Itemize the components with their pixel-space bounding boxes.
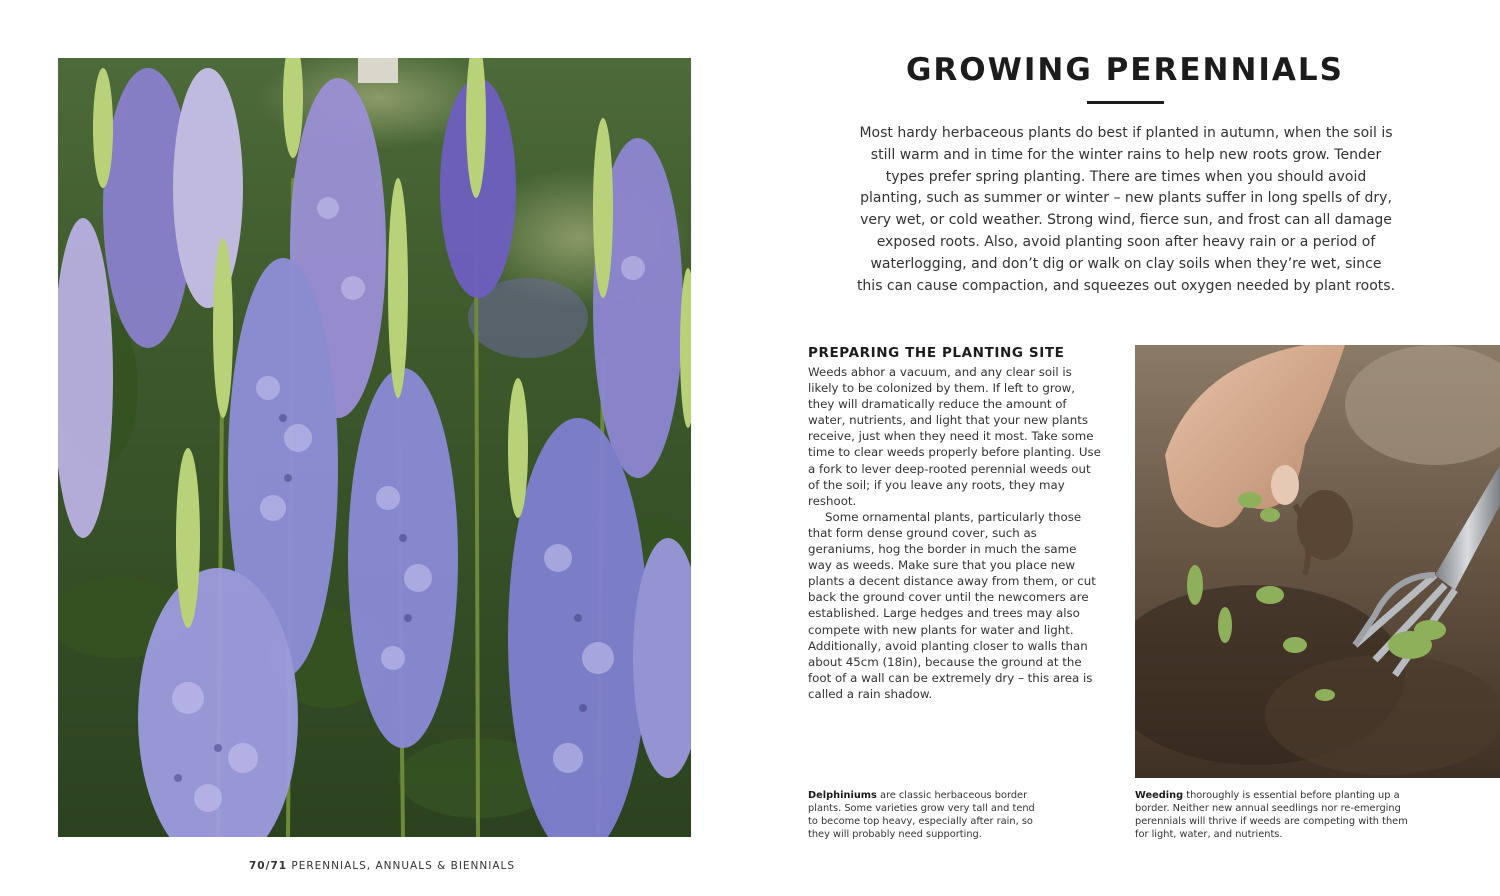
- weeding-image: [1135, 345, 1500, 778]
- delphinium-image: [58, 58, 691, 837]
- intro-paragraph: Most hardy herbaceous plants do best if planted in autumn, when the soil is still warm and in time for the winter rains to help new roots grow. Tender types prefer spring planting. There are times when you should avoid planting, such as summer or winter – new plants suffer in long spells of dry, very wet, or cold weather. Strong wind, fierce sun, and frost can all damage exposed roots. Also, avoid planting soon after heavy rain or a period of waterlogging, and don’t dig or walk on clay soils when they’re wet, since this can cause compaction, and squeezes out oxygen needed by plant roots.: [856, 125, 1396, 294]
- weeding-photo: [1135, 345, 1500, 778]
- body-paragraph: Some ornamental plants, particularly those that form dense ground cover, such as geraniums, hog the border in much the same way as weeds. Make sure that you place new plants a decent distance away from them, or cut back the ground cover until the newcomers are established. Large hedges and trees may also compete with new plants for water and light. Additionally, avoid planting closer to walls than about 45cm (18in), because the ground at the foot of a wall can be extremely dry – this area is called a rain shadow.: [808, 509, 1096, 701]
- body-paragraph: Weeds abhor a vacuum, and any clear soil is likely to be colonized by them. If left to grow, they will dramatically reduce the amount of water, nutrients, and light that your new plants receive, just when they need it most. Take some time to clear weeds properly before planting. Use a fork to lever deep-rooted perennial weeds out of the soil; if you leave any roots, they may reshoot.: [808, 365, 1101, 508]
- caption-text: are classic herbaceous border plants. Some varieties grow very tall and tend to become top heavy, especially after rain, so they will probably need supporting.: [808, 790, 1035, 840]
- section-heading: PREPARING THE PLANTING SITE: [808, 345, 1065, 361]
- caption-bold: Delphiniums: [808, 790, 877, 801]
- caption-text: thoroughly is essential before planting up a border. Neither new annual seedlings nor re-emerging perennials will thrive if weeds are competing with them for light, water, and nutrients.: [1135, 790, 1408, 840]
- section-body: [808, 364, 1103, 702]
- weeding-caption: [1135, 789, 1410, 841]
- page-footer: [249, 860, 515, 872]
- caption-bold: Weeding: [1135, 790, 1184, 801]
- page-title: GROWING PERENNIALS: [905, 52, 1345, 88]
- footer-section-name: PERENNIALS, ANNUALS & BIENNIALS: [291, 860, 516, 872]
- title-underline: [1087, 101, 1164, 104]
- page-numbers: 70/71: [249, 860, 288, 872]
- delphinium-photo: [58, 58, 691, 837]
- delphinium-caption: [808, 789, 1038, 841]
